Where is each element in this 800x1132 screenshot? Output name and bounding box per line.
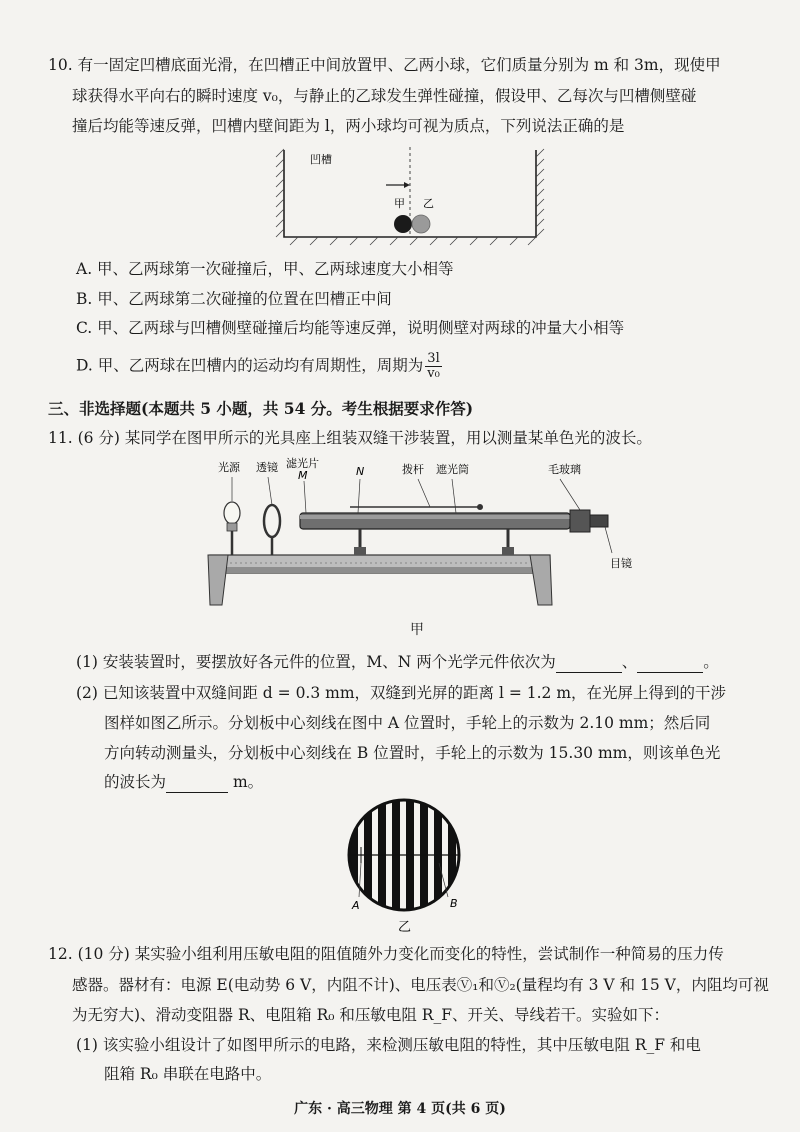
q12-line1: 12. (10 分) 某实验小组利用压敏电阻的阻值随外力变化而变化的特性，尝试制作一种简易的压力传 [48, 945, 724, 963]
point-b-label: B [450, 897, 458, 910]
answer-blank-m[interactable] [556, 652, 622, 673]
q10-option-b: B. 甲、乙两球第二次碰撞的位置在凹槽正中间 [76, 290, 392, 308]
ball-jia [394, 215, 412, 233]
lens-ring [264, 505, 280, 537]
section-3-heading: 三、非选择题(本题共 5 小题，共 54 分。考生根据要求作答) [48, 399, 474, 418]
support-base-left [354, 547, 366, 555]
q12-line4: (1) 该实验小组设计了如图甲所示的电路，来检测压敏电阻的特性，其中压敏电阻 R_F 和电 [76, 1036, 701, 1054]
q11-stem: 11. (6 分) 某同学在图甲所示的光具座上组装双缝干涉装置，用以测量某单色光的波长。 [48, 429, 652, 447]
bulb-base [227, 523, 237, 531]
ball-yi [412, 215, 430, 233]
period-numerator: 3l [425, 352, 442, 367]
q11-part2-line3: 方向转动测量头，分划板中心刻线在 B 位置时，手轮上的示数为 15.30 mm，则该单色光 [104, 744, 721, 762]
support-base-right [502, 547, 514, 555]
optical-bench-figure [200, 455, 640, 615]
tube-label: 遮光筒 [436, 463, 469, 476]
groove-figure [270, 145, 550, 250]
point-a-label: A [352, 899, 360, 912]
q12-line3: 为无穷大)、滑动变阻器 R、电阻箱 R₀ 和压敏电阻 R_F、开关、导线若干。实验如下： [72, 1006, 669, 1024]
q11-part2-line4-post: m。 [232, 773, 264, 791]
q10-option-d-text: D. 甲、乙两球在凹槽内的运动均有周期性，周期为 [76, 356, 424, 375]
jia-label: 甲 [394, 197, 405, 210]
q12-line2: 感器。器材有：电源 E(电动势 6 V，内阻不计)、电压表Ⓥ₁和Ⓥ₂(量程均有 3 V 和 15 V，内阻均可视 [72, 976, 769, 994]
bench-rail-shadow [210, 567, 550, 573]
bulb-icon [224, 502, 240, 524]
m-label: M [298, 469, 308, 482]
fig-jia-caption: 甲 [410, 622, 424, 638]
filter-label: 滤光片 [286, 457, 319, 470]
eyepiece-label: 目镜 [610, 557, 632, 570]
page-footer: 广东 · 高三物理 第 4 页(共 6 页) [294, 1101, 506, 1117]
q10-option-c: C. 甲、乙两球与凹槽侧壁碰撞后均能等速反弹，说明侧壁对两球的冲量大小相等 [76, 319, 625, 337]
lever-knob [477, 504, 483, 510]
period-denominator: v₀ [427, 366, 440, 381]
q11-part1 [76, 652, 719, 673]
velocity-arrowhead [404, 182, 410, 188]
q10-option-a: A. 甲、乙两球第一次碰撞后，甲、乙两球速度大小相等 [76, 260, 454, 278]
q10-option-d [76, 352, 442, 381]
measuring-head [570, 510, 590, 532]
answer-blank-wavelength[interactable] [166, 772, 228, 793]
eyepiece-body [590, 515, 608, 527]
q11-part1-end: 。 [703, 653, 719, 671]
bench-foot-left [208, 555, 228, 605]
answer-blank-n[interactable] [637, 652, 703, 673]
n-label: N [356, 465, 365, 478]
period-fraction [425, 352, 442, 381]
light-source-label: 光源 [218, 461, 240, 474]
q11-part1-text: (1) 安装装置时，要摆放好各元件的位置，M、N 两个光学元件依次为 [76, 653, 556, 671]
groove-label: 凹槽 [310, 153, 332, 166]
lens-label: 透镜 [256, 461, 278, 474]
q10-stem-line1: 10. 有一固定凹槽底面光滑，在凹槽正中间放置甲、乙两小球，它们质量分别为 m 和 3m，现使甲 [48, 56, 721, 74]
interference-figure [340, 797, 470, 937]
q11-part2-line1: (2) 已知该装置中双缝间距 d = 0.3 mm，双缝到光屏的距离 l = 1.2 m，在光屏上得到的干涉 [76, 684, 727, 702]
q11-part2-line4 [104, 772, 263, 793]
yi-label: 乙 [423, 197, 434, 210]
q11-part1-sep: 、 [621, 653, 638, 671]
q11-part2-line4-pre: 的波长为 [104, 773, 167, 791]
frosted-glass-label: 毛玻璃 [548, 463, 581, 476]
q12-line5: 阻箱 R₀ 串联在电路中。 [104, 1065, 272, 1083]
q10-stem-line3: 撞后均能等速反弹，凹槽内壁间距为 l，两小球均可视为质点，下列说法正确的是 [72, 117, 625, 135]
q10-stem-line2: 球获得水平向右的瞬时速度 v₀，与静止的乙球发生弹性碰撞，假设甲、乙每次与凹槽侧壁碰 [72, 87, 697, 105]
bench-foot-right [530, 555, 552, 605]
q11-part2-line2: 图样如图乙所示。分划板中心刻线在图中 A 位置时，手轮上的示数为 2.10 mm；然后同 [104, 714, 711, 732]
fig-yi-caption: 乙 [398, 920, 412, 935]
lever-label: 拨杆 [402, 463, 424, 476]
tube-highlight [300, 515, 570, 519]
